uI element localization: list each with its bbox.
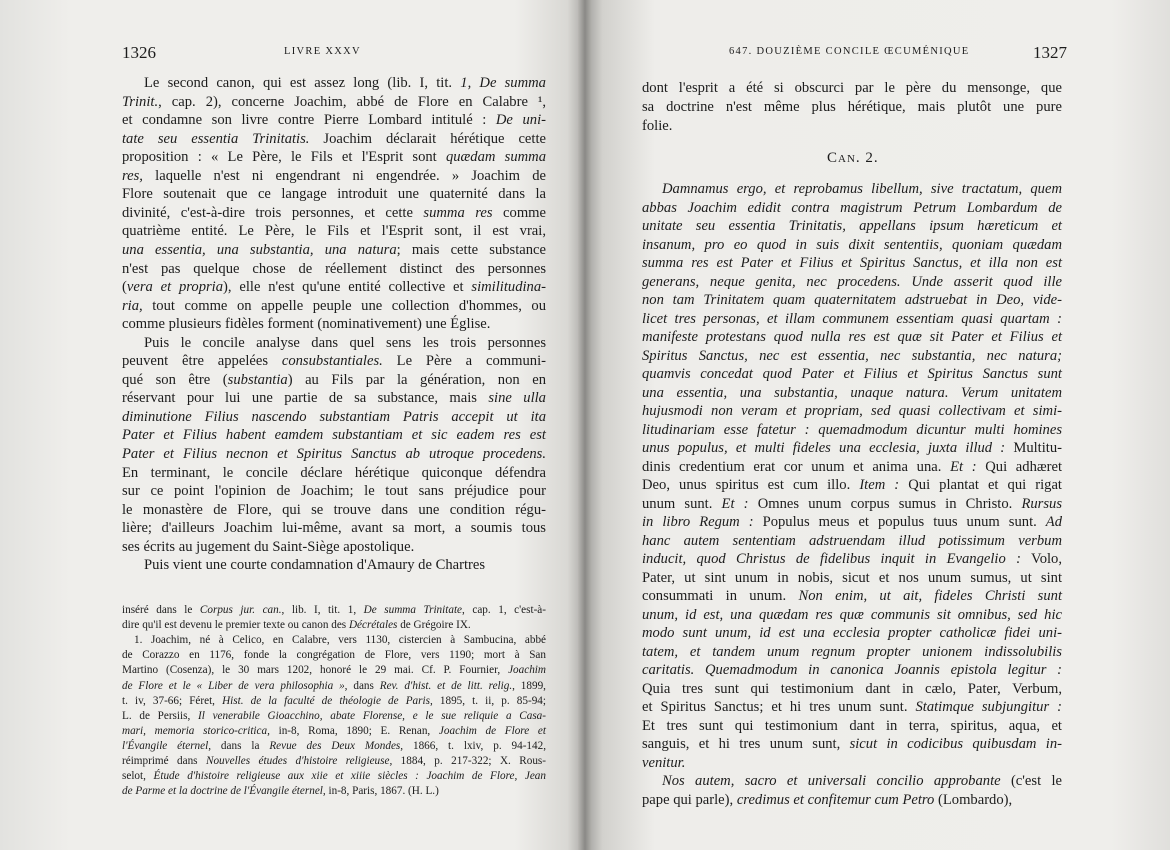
text-span: quamvis concedat quod Pater et Filius et Spiritus Sanctus sunt — [642, 366, 1062, 382]
footnote-line — [122, 725, 546, 737]
running-head-left: LIVRE XXXV — [284, 46, 361, 57]
footnote-line — [134, 634, 546, 646]
text-span: Volo, — [1020, 551, 1062, 567]
footnote-line — [122, 619, 471, 631]
text-span: Populus meus et populus tuus unum sunt. — [753, 514, 1046, 530]
text-span: sanguis, et hi tres unum sunt, — [642, 736, 850, 752]
text-line — [642, 736, 1062, 753]
text-line — [144, 75, 546, 92]
text-span: Qui adhæret — [976, 458, 1063, 475]
text-span: Décrétales — [348, 619, 398, 632]
text-span: summa res — [423, 204, 493, 221]
text-span: Puis vient une courte condamnation d'Amaury de Chartres — [144, 557, 486, 574]
footnote-line — [122, 664, 546, 676]
text-span: Pater, ut sint unum in nobis, sicut et nos unum sumus, ut sint — [642, 569, 1062, 586]
text-span: Joachim de Flore et — [438, 724, 546, 737]
text-span: l'Évangile éternel, — [122, 739, 212, 752]
footnote-line — [122, 710, 546, 722]
text-line — [642, 348, 1062, 365]
text-span: comme plusieurs fidèles forment (nominativement) une Église. — [122, 316, 491, 333]
footnote-line — [122, 770, 546, 782]
text-line — [642, 440, 1062, 457]
text-span: modo sunt unum, id est una ecclesia propter catholicæ fidei uni- — [642, 625, 1062, 641]
text-span: réservant pour lui une partie de sa substance, mais — [122, 390, 489, 407]
text-span: consubstantiales. — [281, 353, 383, 370]
text-line — [144, 335, 546, 352]
text-span: ; mais cette substance — [396, 241, 546, 258]
text-line — [122, 502, 546, 519]
text-span: Étude d'histoire religieuse aux xiie et xiiie siècles : Joachim de Flore, Jean — [153, 770, 546, 783]
text-span: Martino (Cosenza), le 30 mars 1202, honoré le 29 mai. Cf. P. Fournier, — [122, 664, 509, 677]
text-span: Pater et Filius habent eamdem substantiam et sic eadem res est — [122, 427, 546, 444]
text-span: Damnamus ergo, et reprobamus libellum, sive tractatum, quem — [662, 181, 1062, 197]
text-span: dire qu'il est devenu le premier texte ou canon des — [122, 619, 349, 632]
running-head-right: 647. DOUZIÈME CONCILE ŒCUMÉNIQUE — [729, 46, 970, 57]
text-span: et Spiritus Sanctus; et hi tres unum sunt. — [642, 699, 916, 715]
text-span: in-8, Paris, 1867. (H. L.) — [325, 785, 439, 798]
text-span: ) au Fils par la génération, non en — [287, 371, 546, 388]
text-span: comme — [492, 204, 547, 221]
text-span: similitudina- — [471, 279, 546, 296]
text-span: Rursus — [1021, 495, 1063, 512]
text-span: tate seu essentia Trinitatis. — [122, 130, 310, 147]
text-span: sicut in codicibus quibusdam in- — [849, 736, 1062, 752]
text-line — [642, 292, 1062, 309]
text-line — [122, 205, 546, 222]
text-line — [122, 446, 546, 463]
text-span: laquelle n'est ni engendrant ni engendrée. » Joachim de — [142, 167, 546, 184]
text-span: Statimque subjungitur : — [915, 699, 1062, 715]
text-span: Deo, unus spiritus est cum illo. — [642, 477, 860, 493]
text-span: Nos autem, sacro et universali concilio approbante — [662, 773, 1001, 789]
page-number-left: 1326 — [122, 43, 156, 62]
right-page — [585, 0, 1170, 850]
text-line — [642, 385, 1062, 402]
text-span: L. de Persiis, — [122, 709, 199, 722]
text-span: En terminant, le concile déclare hérétique quiconque défendra — [122, 464, 546, 481]
text-line — [642, 644, 1062, 661]
text-span: Rev. d'hist. et de litt. relig. — [379, 679, 513, 692]
text-line — [642, 274, 1062, 291]
text-span: 1866, t. lxiv, p. 94-142, — [403, 739, 547, 752]
text-span: inducit, quod Christus de fidelibus inquit in Evangelio : — [642, 551, 1021, 567]
text-span: Multitu- — [1005, 440, 1062, 456]
text-span: pape qui parle), — [642, 791, 737, 808]
text-span: divinité, c'est-à-dire trois personnes, et cette — [122, 204, 424, 221]
text-span: peuvent être appelées — [122, 353, 282, 370]
text-line — [642, 551, 1062, 568]
text-line — [662, 773, 1062, 790]
text-span: substantia — [227, 371, 288, 388]
text-span: tatem, et tandem unum regnum propter unionem indissolubilis — [642, 643, 1062, 660]
text-span: Corpus jur. can. — [199, 604, 282, 616]
text-span: res, — [122, 167, 143, 184]
footnote-line — [122, 604, 546, 616]
text-span: qué son être ( — [122, 371, 228, 388]
text-span: (Lombardo), — [934, 791, 1013, 808]
text-span: , lib. I, tit. 1, — [281, 604, 364, 616]
text-line — [642, 514, 1062, 531]
text-span: hanc autem sententiam adstruendam illud potissimum verbum — [642, 532, 1062, 549]
text-span: unum sunt. — [642, 495, 722, 512]
text-span: hujusmodi non veram et propriam, sed quasi collectivam et simi- — [642, 403, 1062, 419]
text-span: Et : — [950, 458, 977, 475]
text-line — [122, 149, 546, 166]
text-span: Et : — [721, 495, 749, 512]
text-span: 1. Joachim, né à Celico, en Calabre, vers 1130, cistercien à Sambucina, abbé — [134, 634, 546, 647]
text-line — [642, 699, 1062, 716]
text-span: consummati in unum. — [642, 588, 799, 604]
text-span: insanum, pro eo quod in suis dixit sententiis, quoniam quædam — [642, 236, 1062, 253]
text-span: Et tres sunt qui testimonium dant in terra, spiritus, aqua, et — [642, 717, 1062, 734]
text-span: , cap. 2), concerne Joachim, abbé de Flore en Calabre ¹, — [158, 93, 546, 110]
text-span: inséré dans le — [122, 604, 200, 616]
text-line — [642, 662, 1062, 679]
text-line — [642, 459, 1062, 476]
text-line — [642, 366, 1062, 383]
footnote-line — [122, 695, 546, 707]
text-line — [122, 242, 546, 259]
text-line — [642, 755, 685, 772]
text-span: dinis credentium erat cor unum et anima una. — [642, 458, 951, 475]
text-line — [122, 223, 546, 240]
text-line — [642, 422, 1062, 439]
text-span: Omnes unum corpus sumus in Christo. — [748, 495, 1022, 512]
footnote-line — [122, 740, 546, 752]
text-span: , 1899, — [512, 679, 546, 692]
text-span: ( — [122, 279, 127, 296]
text-line — [642, 496, 1062, 513]
text-span: De summa Trinitate — [363, 604, 463, 616]
text-span: selot, — [122, 770, 154, 783]
text-line — [122, 427, 546, 444]
text-line — [122, 409, 546, 426]
footnote-line — [122, 785, 439, 797]
text-span: (c'est le — [1000, 773, 1062, 789]
text-span: Le Père a communi- — [382, 353, 546, 370]
text-span: credimus et confitemur cum Petro — [736, 791, 935, 808]
text-line — [642, 607, 1062, 624]
text-line — [642, 533, 1062, 550]
text-span: sur ce point l'opinion de Joachim; le tout sans préjudice pour — [122, 483, 546, 500]
text-line — [122, 261, 546, 278]
text-span: dont l'esprit a été si obscurci par le père du mensonge, que — [642, 80, 1062, 96]
text-line — [122, 112, 546, 129]
text-line — [122, 186, 546, 203]
text-line — [122, 353, 546, 370]
text-span: Joachim — [508, 664, 546, 677]
text-line — [642, 311, 1062, 328]
text-line — [642, 80, 1062, 97]
text-line — [122, 483, 546, 500]
text-span: réimprimé dans — [122, 755, 206, 767]
text-span: Hist. de la faculté de théologie de Paris, — [222, 694, 433, 707]
text-span: abbas Joachim edidit contra magistrum Petrum Lombardum de — [642, 199, 1062, 216]
text-span: quædam summa — [445, 149, 546, 166]
text-span: de Parme et la doctrine de l'Évangile éternel, — [122, 785, 326, 798]
page-number-right: 1327 — [1033, 43, 1067, 62]
text-span: de Corazzo en 1176, fonde la congrégation de Flore, vers 1190; mort à San — [122, 649, 546, 662]
text-span: tout comme on appelle peuple une collection d'hommes, ou — [142, 297, 546, 314]
text-span: diminutione Filius nascendo substantiam Patris accepit ut ita — [122, 408, 546, 425]
text-span: Nouvelles études d'histoire religieuse, — [205, 755, 393, 767]
text-span: Revue des Deux Mondes, — [269, 739, 404, 752]
text-line — [642, 218, 1062, 235]
text-span: mari, memoria storico-critica, — [122, 724, 270, 737]
text-line — [642, 718, 1062, 735]
text-span: Ad — [1045, 514, 1062, 530]
text-span: de Grégoire IX. — [397, 619, 471, 632]
text-span: dans la — [211, 739, 270, 752]
text-line — [122, 390, 546, 407]
text-line — [122, 539, 414, 556]
text-span: lière; d'ailleurs Joachim lui-même, avant sa mort, a soumis tous — [122, 520, 546, 537]
text-span: et condamne son livre contre Pierre Lombard intitulé : — [122, 112, 496, 129]
text-span: venitur. — [642, 754, 686, 771]
text-span: generans, neque genita, nec procedens. Unde asserit quod ille — [642, 273, 1062, 290]
text-span: 1884, p. 217-322; X. Rous- — [392, 755, 546, 767]
text-line — [144, 557, 485, 574]
text-line — [122, 131, 546, 148]
text-line — [642, 403, 1062, 420]
text-line — [642, 255, 1062, 272]
text-span: Non enim, ut ait, fideles Christi sunt — [798, 588, 1062, 604]
text-span: De uni- — [495, 112, 546, 129]
text-line — [122, 520, 546, 537]
text-span: manifeste protestans quod nulla res est quæ sit Pater et Filius et — [642, 329, 1062, 345]
text-span: unitate seu essentia Trinitatis, appellans ipsum hæreticum et — [642, 218, 1062, 234]
text-span: Pater et Filius necnon et Spiritus Sanctus ab utroque procedens. — [122, 446, 546, 462]
text-line — [642, 118, 672, 135]
text-span: vera et propria — [126, 279, 224, 296]
canon-heading: Can. 2. — [827, 150, 879, 166]
text-span: proposition : « Le Père, le Fils et l'Esprit sont — [122, 149, 446, 166]
text-span: ), elle n'est qu'une entité collective et — [223, 279, 472, 296]
text-span: t. iv, 37-66; Féret, — [122, 694, 223, 707]
text-line — [642, 99, 1062, 116]
text-span: ses écrits au jugement du Saint-Siège apostolique. — [122, 538, 415, 555]
text-line — [642, 200, 1062, 217]
text-line — [642, 477, 1062, 494]
text-span: sine ulla — [488, 390, 546, 407]
text-line — [662, 181, 1062, 198]
text-span: Quia tres sunt qui testimonium dant in cælo, Pater, Verbum, — [642, 680, 1062, 697]
text-line — [122, 298, 546, 315]
text-line — [122, 168, 546, 185]
book-gutter — [578, 0, 592, 850]
text-span: non tam Trinitatem quam quaternitatem adstruebat in Deo, vide- — [642, 292, 1062, 308]
text-span: 1895, t. ii, p. 85-94; — [432, 694, 546, 707]
text-line — [642, 588, 1062, 605]
text-line — [122, 279, 546, 296]
text-line — [642, 570, 1062, 587]
text-span: le monastère de Flore, qui se trouve dans une condition régu- — [122, 501, 546, 518]
text-span: Il venerabile Gioacchino, abate Florense, e le sue reliquie a Casa- — [198, 709, 546, 722]
text-line — [642, 237, 1062, 254]
text-line — [642, 681, 1062, 698]
text-line — [642, 625, 1062, 642]
text-span: quatrième entité. Le Père, le Fils et l'Esprit sont, il est vrai, — [122, 223, 546, 240]
text-span: 1, De summa — [460, 75, 546, 91]
text-line — [122, 372, 546, 389]
text-span: Item : — [859, 477, 900, 493]
text-line — [122, 465, 546, 482]
text-span: in libro Regum : — [642, 514, 754, 530]
text-span: ria, — [122, 297, 143, 314]
footnote-line — [122, 680, 546, 692]
footnote-line — [122, 649, 546, 661]
text-line — [122, 94, 546, 111]
text-span: sa doctrine n'est même plus hérétique, mais plutôt une pure — [642, 99, 1062, 115]
text-span: Joachim déclarait hérétique cette — [309, 130, 546, 147]
text-line — [642, 792, 1012, 809]
text-span: n'est pas quelque chose de réellement distinct des personnes — [122, 260, 546, 277]
text-span: una essentia, una substantia, una natura — [122, 241, 397, 258]
text-span: una essentia, una substantia, unaque natura. Verum unitatem — [642, 384, 1062, 401]
text-span: folie. — [642, 118, 673, 134]
text-span: Puis le concile analyse dans quel sens les trois personnes — [144, 334, 546, 351]
text-span: in-8, Roma, 1890; E. Renan, — [269, 724, 439, 737]
text-span: summa res est Pater et Filius et Spiritus Sanctus, et illa non est — [642, 255, 1062, 271]
text-span: licet tres personas, et illam communem essentiam quasi quartam : — [642, 310, 1062, 327]
text-span: unum, id est, una quædam res quæ communis sit omnibus, sed hic — [642, 606, 1062, 623]
text-line — [642, 329, 1062, 346]
text-span: Qui plantat et qui rigat — [899, 477, 1062, 493]
text-span: Le second canon, qui est assez long (lib. I, tit. — [144, 75, 461, 91]
text-span: Spiritus Sanctus, nec est essentia, nec substantia, nec natura; — [642, 347, 1062, 364]
text-span: litudinariam esse fatetur : quemadmodum dicuntur multi homines — [642, 421, 1062, 438]
text-span: , cap. 1, c'est-à- — [462, 604, 546, 616]
text-span: caritatis. Quemadmodum in canonica Joannis epistola legitur : — [642, 662, 1062, 678]
text-span: Flore soutenait que ce langage introduit une quaternité dans la — [122, 186, 546, 203]
text-span: dans — [347, 679, 380, 692]
text-line — [122, 316, 490, 333]
footnote-line — [122, 755, 546, 767]
text-span: unus populus, et multi fideles una ecclesia, juxta illud : — [642, 440, 1006, 456]
text-span: de Flore et le « Liber de vera philosophia », — [122, 679, 348, 692]
text-span: Trinit. — [122, 93, 159, 110]
